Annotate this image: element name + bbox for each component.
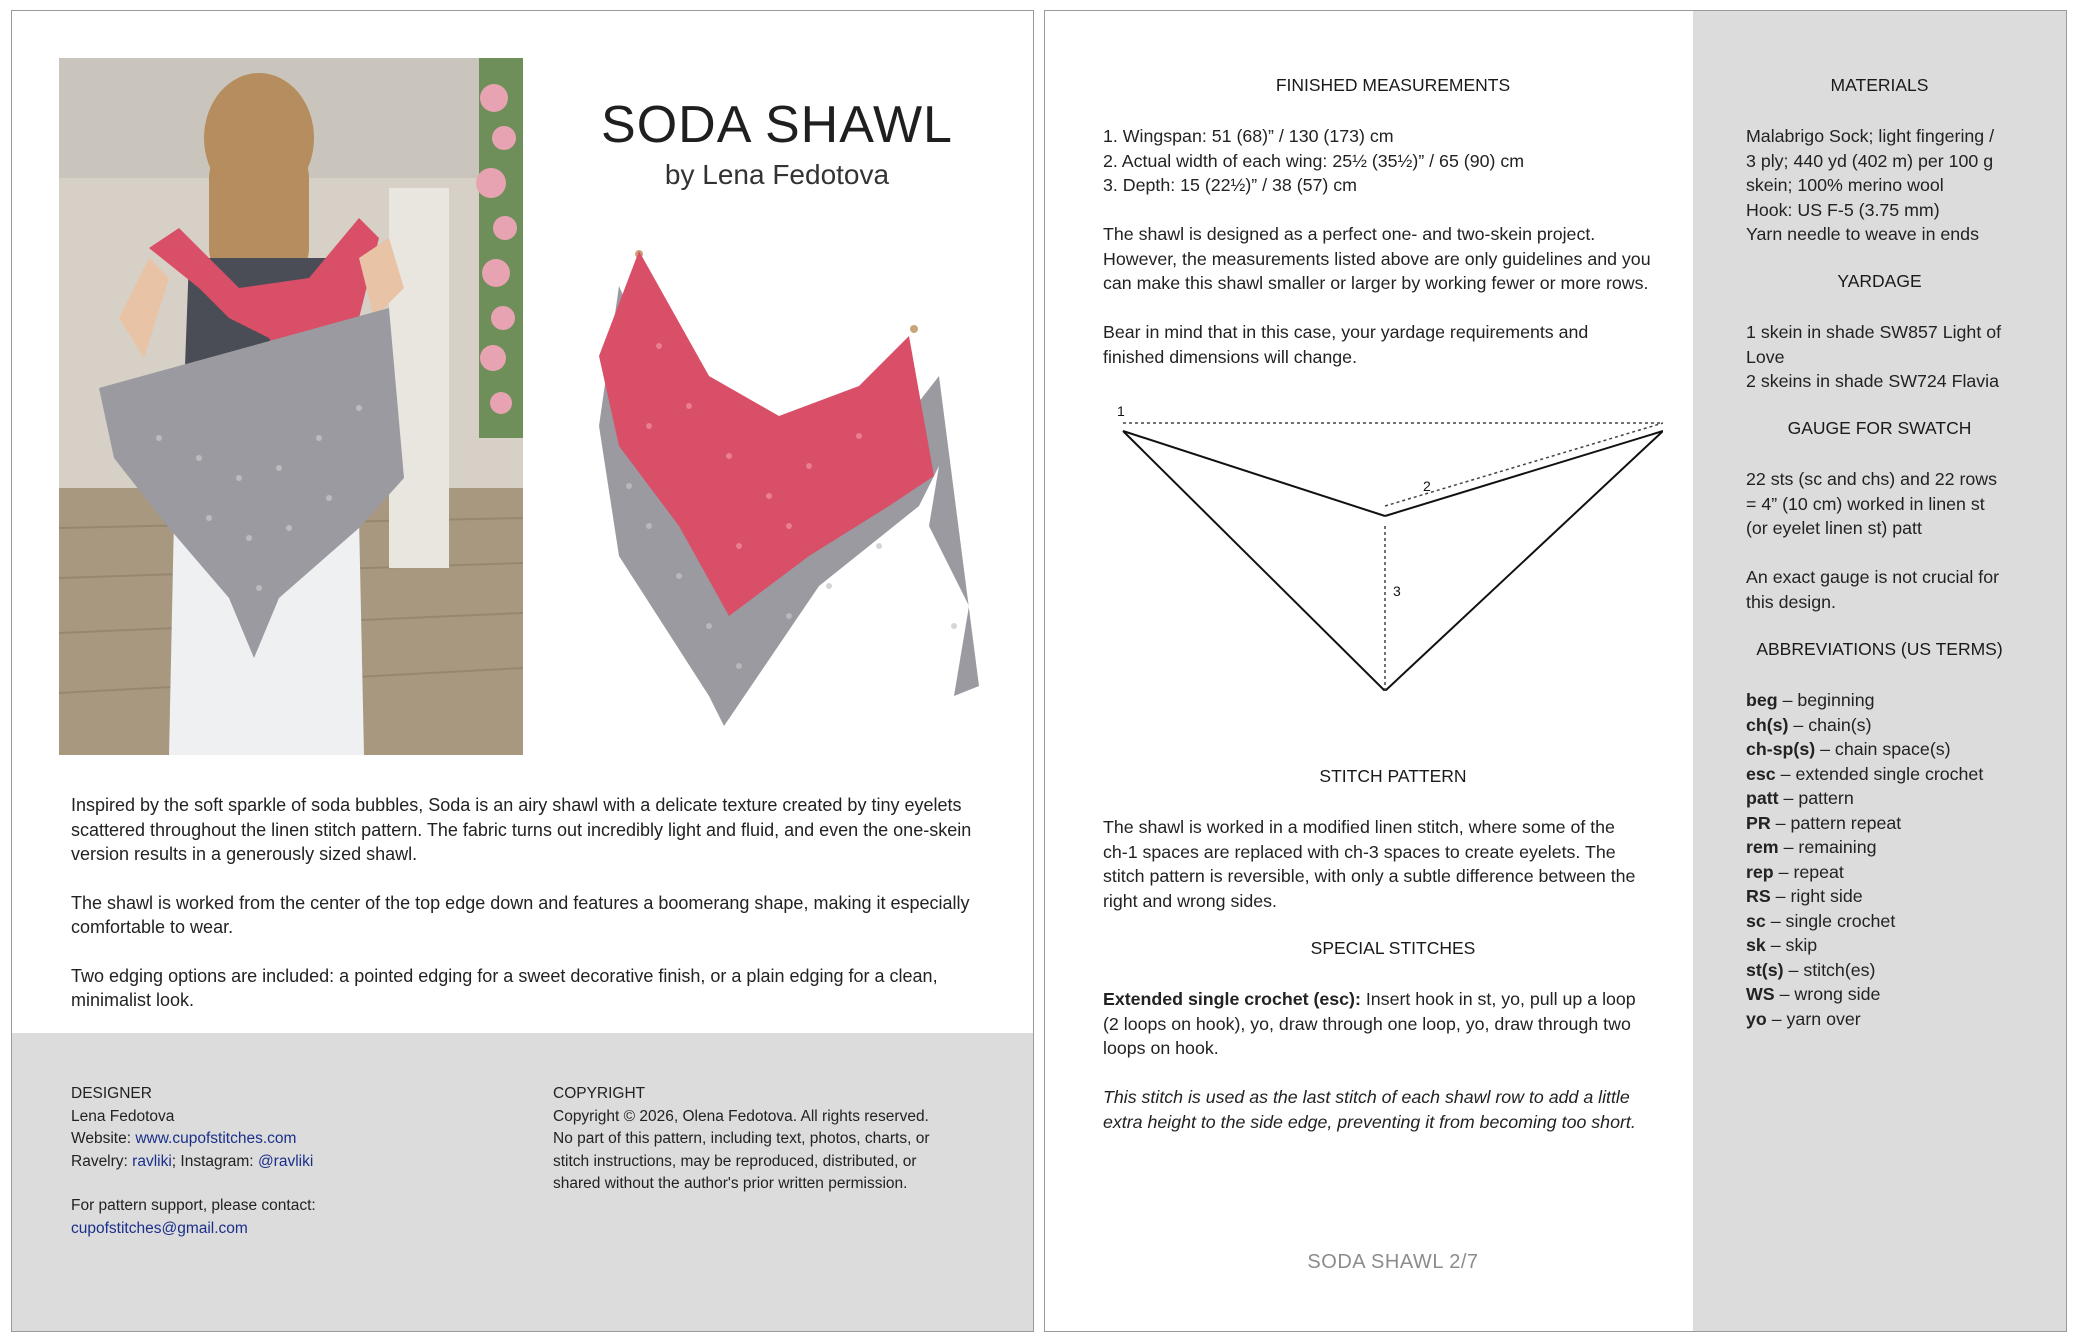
- abbreviation-term: yo: [1746, 1008, 1767, 1029]
- abbreviation-definition: – chain(s): [1788, 714, 1872, 735]
- abbreviation-definition: – single crochet: [1765, 910, 1896, 931]
- abbreviation-term: PR: [1746, 812, 1771, 833]
- materials-list: [1746, 124, 2046, 247]
- stitch-pattern-text: [1103, 815, 1683, 913]
- abbreviation-term: ch-sp(s): [1746, 739, 1816, 759]
- right-wing-edge: [1385, 431, 1663, 516]
- abbreviation-item: [1746, 958, 2046, 983]
- designer-name: Lena Fedotova: [71, 1107, 175, 1125]
- stitch-pattern-heading: STITCH PATTERN: [1319, 766, 1467, 786]
- abbreviation-item: [1746, 909, 2046, 934]
- page-number: SODA SHAWL 2/7: [1307, 1251, 1479, 1273]
- designer-heading: DESIGNER: [71, 1085, 152, 1102]
- esc-usage-note: [1103, 1085, 1683, 1134]
- materials-line: Hook: US F-5 (3.75 mm): [1746, 199, 1940, 220]
- shawl-product-image: [559, 226, 1001, 731]
- abbreviation-definition: – right side: [1770, 886, 1863, 906]
- copyright-line: shared without the author's prior written permission.: [553, 1175, 908, 1192]
- stitch-pattern-line: right and wrong sides.: [1103, 890, 1277, 911]
- diagram-label-1: 1: [1117, 403, 1125, 419]
- abbreviation-term: ch(s): [1746, 714, 1789, 735]
- right-outer-edge: [1385, 431, 1663, 691]
- social-line: [71, 1151, 316, 1174]
- gauge-line: (or eyelet linen st) patt: [1746, 518, 1922, 538]
- design-note-line: However, the measurements listed above are only guidelines and you: [1103, 248, 1651, 269]
- website-line: [71, 1128, 316, 1151]
- yardage-warning: [1103, 320, 1683, 369]
- abbreviation-definition: – pattern repeat: [1770, 812, 1902, 833]
- abbreviation-term: patt: [1746, 788, 1779, 808]
- gauge-note-line: this design.: [1746, 591, 1836, 612]
- abbreviation-term: sc: [1746, 910, 1766, 931]
- abbreviation-term: rep: [1746, 861, 1774, 882]
- abbreviation-term: st(s): [1746, 959, 1784, 980]
- gauge-note: [1746, 565, 2046, 614]
- abbreviation-term: esc: [1746, 763, 1776, 784]
- copyright-line: stitch instructions, may be reproduced, distributed, or: [553, 1152, 917, 1170]
- abbreviation-item: [1746, 835, 2046, 860]
- abbreviation-definition: – pattern: [1778, 788, 1854, 808]
- yardage-warning-line: Bear in mind that in this case, your yardage requirements and: [1103, 322, 1589, 342]
- abbreviation-term: rem: [1746, 837, 1779, 857]
- support-email-link[interactable]: cupofstitches@gmail.com: [71, 1219, 248, 1237]
- materials-line: skein; 100% merino wool: [1746, 175, 1944, 195]
- measurement-item: 1. Wingspan: 51 (68)” / 130 (173) cm: [1103, 126, 1394, 146]
- abbreviation-item: [1746, 688, 2046, 713]
- abbreviation-item: [1746, 982, 2046, 1007]
- abbreviation-item: [1746, 786, 2046, 811]
- stitch-pattern-line: The shawl is worked in a modified linen stitch, where some of the: [1103, 817, 1615, 837]
- esc-definition: [1103, 987, 1683, 1061]
- materials-line: 3 ply; 440 yd (402 m) per 100 g: [1746, 150, 1994, 171]
- abbreviation-term: sk: [1746, 935, 1766, 955]
- abbreviation-definition: – repeat: [1773, 861, 1844, 882]
- ravelry-link[interactable]: ravliki: [132, 1152, 172, 1170]
- instagram-label: ; Instagram:: [171, 1152, 258, 1170]
- stitch-pattern-line: stitch pattern is reversible, with only a subtle difference between the: [1103, 866, 1636, 886]
- abbreviations-list: [1746, 688, 2046, 1031]
- instagram-link[interactable]: @ravliki: [257, 1152, 314, 1170]
- abbreviation-definition: – wrong side: [1774, 984, 1881, 1004]
- intro-paragraph-2: The shawl is worked from the center of the top edge down and features a boomerang shape, making it especially comfortable to wear.: [71, 892, 970, 937]
- pattern-byline: by Lena Fedotova: [664, 159, 890, 190]
- gauge-heading: GAUGE FOR SWATCH: [1787, 418, 1972, 438]
- special-stitches-heading: SPECIAL STITCHES: [1310, 938, 1476, 958]
- model-photo-image: [59, 58, 523, 755]
- abbreviation-definition: – extended single crochet: [1775, 763, 1984, 784]
- abbreviation-definition: – beginning: [1777, 690, 1875, 710]
- materials-line: Malabrigo Sock; light fingering /: [1746, 126, 1995, 146]
- abbreviation-term: WS: [1746, 984, 1775, 1004]
- support-text: For pattern support, please contact:: [71, 1197, 316, 1214]
- finished-measurements-heading: FINISHED MEASUREMENTS: [1275, 75, 1511, 95]
- design-note-line: can make this shawl smaller or larger by working fewer or more rows.: [1103, 273, 1649, 293]
- abbreviations-heading: ABBREVIATIONS (US TERMS): [1756, 639, 2003, 659]
- yardage-heading: YARDAGE: [1837, 271, 1922, 291]
- website-label: Website:: [71, 1130, 136, 1147]
- designer-block: [71, 1083, 316, 1240]
- credits-footer: [12, 1033, 1033, 1331]
- model-photo: [59, 58, 523, 755]
- pattern-title: SODA SHAWL: [601, 96, 953, 154]
- intro-paragraph-3: Two edging options are included: a pointed edging for a sweet decorative finish, or a plain edging for a clean, minimalist look.: [71, 965, 938, 1010]
- intro-paragraph-1: Inspired by the soft sparkle of soda bubbles, Soda is an airy shawl with a delicate texture created by tiny eyelets scattered throughout the linen stitch pattern. The fabric turns out incredibly light and fluid, and even the one-skein version results in a generously sized shawl.: [71, 795, 972, 864]
- measurement-item: 3. Depth: 15 (22½)” / 38 (57) cm: [1103, 175, 1357, 195]
- copyright-line: Copyright © 2026, Olena Fedotova. All rights reserved.: [553, 1107, 929, 1125]
- shawl-product-photo: [559, 226, 1001, 731]
- copyright-heading: COPYRIGHT: [553, 1085, 646, 1102]
- abbreviation-item: [1746, 860, 2046, 885]
- esc-note-line: This stitch is used as the last stitch of each shawl row to add a little: [1103, 1087, 1630, 1107]
- abbreviation-item: [1746, 884, 2046, 909]
- abbreviation-item: [1746, 737, 2046, 762]
- gauge-note-line: An exact gauge is not crucial for: [1746, 567, 2000, 587]
- abbreviation-term: beg: [1746, 690, 1778, 710]
- left-outer-edge: [1123, 431, 1385, 691]
- measurements-list: [1103, 124, 1683, 198]
- abbreviation-item: [1746, 762, 2046, 787]
- copyright-block: [553, 1083, 930, 1196]
- gauge-line: 22 sts (sc and chs) and 22 rows: [1746, 469, 1998, 489]
- design-note: [1103, 222, 1683, 296]
- measurement-item: 2. Actual width of each wing: 25½ (35½)” / 65 (90) cm: [1103, 150, 1525, 171]
- copyright-line: No part of this pattern, including text, photos, charts, or: [553, 1130, 930, 1147]
- gauge-line: = 4” (10 cm) worked in linen st: [1746, 493, 1985, 514]
- design-note-line: The shawl is designed as a perfect one- and two-skein project.: [1103, 224, 1596, 244]
- diagram-label-2: 2: [1423, 478, 1431, 494]
- esc-term: Extended single crochet (esc):: [1103, 989, 1361, 1009]
- yardage-warning-line: finished dimensions will change.: [1103, 346, 1358, 367]
- yardage-line: 2 skeins in shade SW724 Flavia: [1746, 371, 2000, 391]
- abbreviation-definition: – chain space(s): [1815, 739, 1951, 759]
- pattern-page-left: [11, 10, 1034, 1332]
- abbreviation-definition: – yarn over: [1766, 1008, 1861, 1029]
- esc-line: (2 loops on hook), yo, draw through one loop, yo, draw through two: [1103, 1013, 1631, 1034]
- abbreviation-item: [1746, 933, 2046, 958]
- abbreviation-item: [1746, 713, 2046, 738]
- gauge-text: [1746, 467, 2046, 541]
- website-link[interactable]: www.cupofstitches.com: [135, 1130, 297, 1147]
- esc-note-line: extra height to the side edge, preventing it from becoming too short.: [1103, 1111, 1636, 1132]
- abbreviation-item: [1746, 811, 2046, 836]
- yardage-list: [1746, 320, 2046, 394]
- pattern-page-right: [1044, 10, 2067, 1332]
- abbreviation-definition: – stitch(es): [1783, 959, 1876, 980]
- stitch-pattern-line: ch-1 spaces are replaced with ch-3 spaces to create eyelets. The: [1103, 841, 1616, 862]
- materials-line: Yarn needle to weave in ends: [1746, 224, 1979, 244]
- esc-text: Insert hook in st, yo, pull up a loop: [1360, 989, 1636, 1009]
- ravelry-label: Ravelry:: [71, 1152, 133, 1170]
- yardage-line: Love: [1746, 346, 1785, 367]
- abbreviation-definition: – skip: [1765, 935, 1818, 955]
- materials-heading: MATERIALS: [1830, 75, 1929, 95]
- abbreviation-item: [1746, 1007, 2046, 1032]
- left-wing-edge: [1123, 431, 1385, 516]
- shawl-schematic-diagram: [1103, 391, 1663, 691]
- abbreviation-definition: – remaining: [1778, 837, 1877, 857]
- yardage-line: 1 skein in shade SW857 Light of: [1746, 322, 2002, 342]
- materials-sidebar: [1693, 11, 2066, 1331]
- abbreviation-term: RS: [1746, 886, 1771, 906]
- diagram-label-3: 3: [1393, 583, 1401, 599]
- esc-line: loops on hook.: [1103, 1038, 1219, 1058]
- intro-text: [71, 793, 991, 1037]
- esc-line: [1103, 987, 1683, 1012]
